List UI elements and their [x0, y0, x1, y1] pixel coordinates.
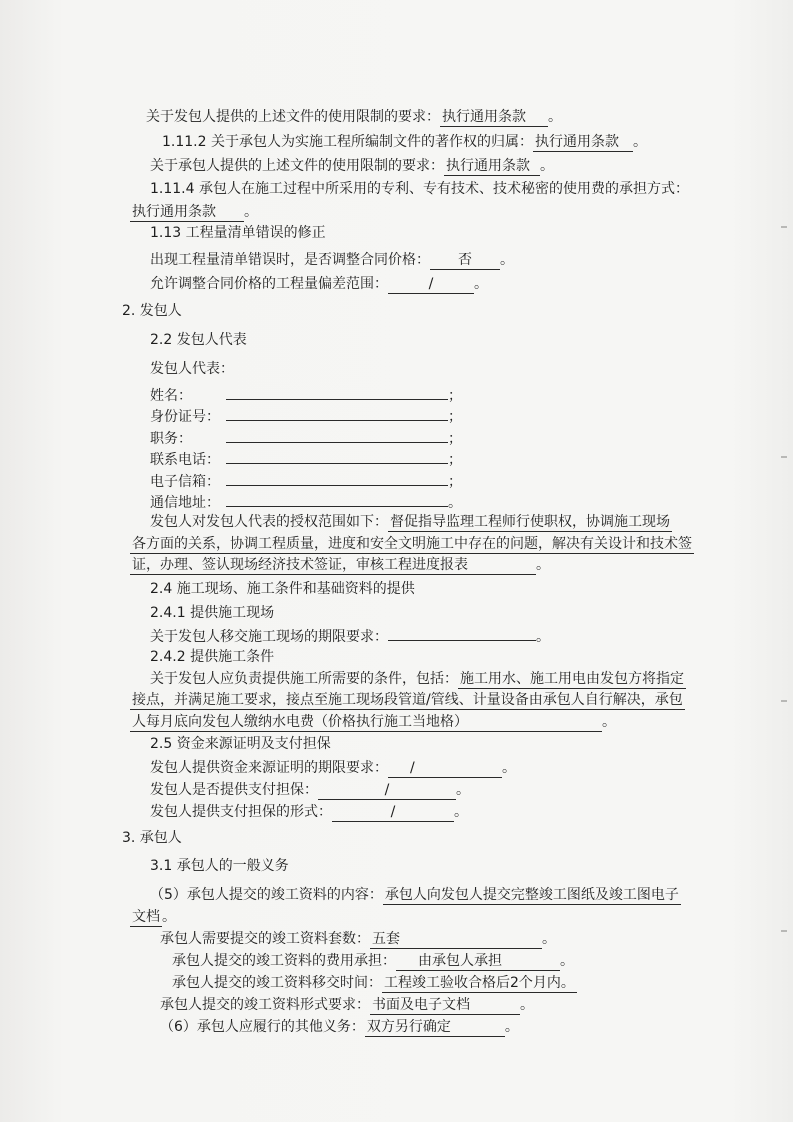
- section-2-2-heading: 2.2 发包人代表: [150, 332, 247, 348]
- section-2-4-1-heading: 2.4.1 提供施工现场: [150, 605, 275, 621]
- field-value: 督促指导监理工程师行使职权，协调施工现场: [390, 514, 670, 530]
- fund-proof-line: [150, 759, 516, 778]
- field-value: /: [318, 782, 456, 800]
- field-value: 人每月底向发包人缴纳水电费（价格执行施工当地格）: [130, 714, 602, 732]
- punct: ；: [448, 388, 462, 404]
- punct: ；: [448, 474, 462, 490]
- field-label: 姓名：: [150, 388, 192, 404]
- price-adjust-line: [150, 251, 514, 270]
- field-value: 各方面的关系，协调工程质量，进度和安全文明施工中存在的问题，解决有关设计和技术签: [132, 536, 692, 552]
- docs-form-line: [160, 996, 534, 1015]
- section-2-4-2-heading: 2.4.2 提供施工条件: [150, 649, 275, 665]
- field-label: 出现工程量清单错误时，是否调整合同价格：: [150, 252, 430, 268]
- field-value: 施工用水、施工用电由发包方将指定: [460, 671, 684, 687]
- section-1-13-heading: 1.13 工程量清单错误的修正: [150, 225, 326, 241]
- section-3-1-heading: 3.1 承包人的一般义务: [150, 858, 289, 874]
- punct: 。: [448, 495, 462, 511]
- field-label: 通信地址：: [150, 495, 220, 511]
- field-label: 1.11.2 关于承包人为实施工程所编制文件的著作权的归属：: [162, 134, 533, 150]
- blank-line: [226, 384, 448, 400]
- field-label: 关于发包人提供的上述文件的使用限制的要求：: [146, 109, 440, 125]
- punct: 。: [548, 109, 562, 125]
- punct: 。: [454, 804, 468, 820]
- punct: 。: [540, 158, 554, 174]
- rep-title-row: [150, 427, 462, 448]
- punct: 。: [560, 953, 574, 969]
- field-value: 文档: [132, 909, 160, 925]
- field-label: 身份证号：: [150, 409, 220, 425]
- guarantee-form-line: [150, 803, 468, 822]
- blank-line: [226, 448, 448, 464]
- copyright-ownership-line: [162, 133, 647, 152]
- section-2-5-heading: 2.5 资金来源证明及支付担保: [150, 736, 331, 752]
- field-label: 发包人对发包人代表的授权范围如下：: [150, 514, 388, 530]
- field-label: 承包人提交的竣工资料移交时间：: [172, 975, 382, 991]
- section-2-4-heading: 2.4 施工现场、施工条件和基础资料的提供: [150, 581, 415, 597]
- scan-edge-mark: [781, 226, 787, 228]
- completion-docs-line-1: [150, 886, 681, 905]
- rep-name-row: [150, 384, 462, 405]
- punct: 。: [502, 760, 516, 776]
- field-label: 关于发包人移交施工现场的期限要求：: [150, 629, 388, 645]
- rep-id-row: [150, 405, 462, 426]
- field-label: 发包人提供支付担保的形式：: [150, 804, 332, 820]
- field-label: 关于发包人应负责提供施工所需要的条件，包括：: [150, 671, 458, 687]
- field-value: 执行通用条款: [444, 158, 540, 176]
- field-value: 双方另行确定: [365, 1019, 505, 1037]
- payment-guarantee-line: [150, 781, 470, 800]
- punct: 。: [602, 714, 616, 730]
- punct: ；: [448, 431, 462, 447]
- field-value: 执行通用条款: [440, 109, 548, 127]
- site-handover-line: [150, 625, 550, 646]
- conditions-line-1: [150, 670, 686, 689]
- docs-cost-line: [172, 952, 574, 971]
- patent-fee-line: [130, 203, 258, 222]
- field-value: 工程竣工验收合格后2个月内。: [384, 975, 575, 991]
- section-3-heading: 3. 承包人: [122, 830, 182, 846]
- field-label: 关于承包人提供的上述文件的使用限制的要求：: [150, 158, 444, 174]
- authority-line-3: [130, 556, 550, 575]
- punct: 。: [162, 909, 176, 925]
- field-value: 五套: [370, 931, 542, 949]
- quantity-deviation-line: [150, 275, 488, 294]
- docs-handover-time-line: [172, 974, 577, 993]
- punct: 。: [520, 997, 534, 1013]
- punct: 。: [504, 1019, 519, 1035]
- punct: 。: [244, 204, 258, 220]
- punct: 。: [500, 252, 514, 268]
- field-value: /: [332, 804, 454, 822]
- field-label: （5）承包人提交的竣工资料的内容：: [150, 887, 383, 903]
- field-label: 发包人是否提供支付担保：: [150, 782, 318, 798]
- punct: ；: [448, 409, 462, 425]
- patent-fee-heading: 1.11.4 承包人在施工过程中所采用的专利、专有技术、技术秘密的使用费的承担方式：: [150, 181, 689, 197]
- field-value: 承包人向发包人提交完整竣工图纸及竣工图电子: [384, 887, 679, 903]
- field-value: /: [388, 276, 474, 294]
- punct: 。: [474, 276, 488, 292]
- field-value: /: [388, 760, 502, 778]
- conditions-line-3: [130, 713, 616, 732]
- conditions-line-2: [130, 691, 685, 710]
- field-value: 由承包人承担: [396, 953, 560, 971]
- scan-edge-mark: [781, 700, 787, 702]
- field-label: （6）承包人应履行的其他义务：: [160, 1019, 365, 1035]
- punct: 。: [542, 931, 556, 947]
- other-obligations-line: [160, 1018, 519, 1037]
- field-label: 承包人需要提交的竣工资料套数：: [160, 931, 370, 947]
- docs-sets-line: [160, 930, 556, 949]
- field-value: 书面及电子文档: [370, 997, 520, 1015]
- section-2-heading: 2. 发包人: [122, 303, 182, 319]
- rep-phone-row: [150, 448, 462, 469]
- rep-email-row: [150, 470, 462, 491]
- field-label: 承包人提交的竣工资料形式要求：: [160, 997, 370, 1013]
- completion-docs-line-2: [130, 908, 176, 927]
- field-label: 电子信箱：: [150, 474, 220, 490]
- authority-line-1: [150, 513, 672, 532]
- usage-restriction-line-1: [146, 108, 562, 127]
- punct: 。: [456, 782, 470, 798]
- authority-line-2: [130, 535, 694, 554]
- field-label: 职务：: [150, 431, 192, 447]
- punct: 。: [632, 134, 647, 150]
- field-label: 联系电话：: [150, 452, 220, 468]
- scan-edge-mark: [781, 456, 787, 458]
- rep-address-row: [150, 491, 462, 512]
- blank-line: [388, 625, 536, 641]
- field-value: 否: [430, 252, 500, 270]
- blank-line: [226, 427, 448, 443]
- usage-restriction-line-2: [150, 157, 554, 176]
- punct: 。: [536, 557, 550, 573]
- rep-intro: 发包人代表：: [150, 361, 234, 377]
- field-value: 执行通用条款: [533, 134, 633, 152]
- field-value: 执行通用条款: [130, 204, 244, 222]
- field-value: 接点，并满足施工要求，接点至施工现场段管道/管线、计量设备由承包人自行解决，承包: [132, 692, 683, 708]
- scan-edge-mark: [781, 930, 787, 932]
- blank-line: [226, 405, 448, 421]
- field-label: 发包人提供资金来源证明的期限要求：: [150, 760, 388, 776]
- punct: ；: [448, 452, 462, 468]
- field-value: 证，办理、签认现场经济技术签证，审核工程进度报表: [130, 557, 536, 575]
- punct: 。: [536, 629, 550, 645]
- field-label: 承包人提交的竣工资料的费用承担：: [172, 953, 396, 969]
- blank-line: [226, 491, 448, 507]
- blank-line: [226, 470, 448, 486]
- field-label: 允许调整合同价格的工程量偏差范围：: [150, 276, 388, 292]
